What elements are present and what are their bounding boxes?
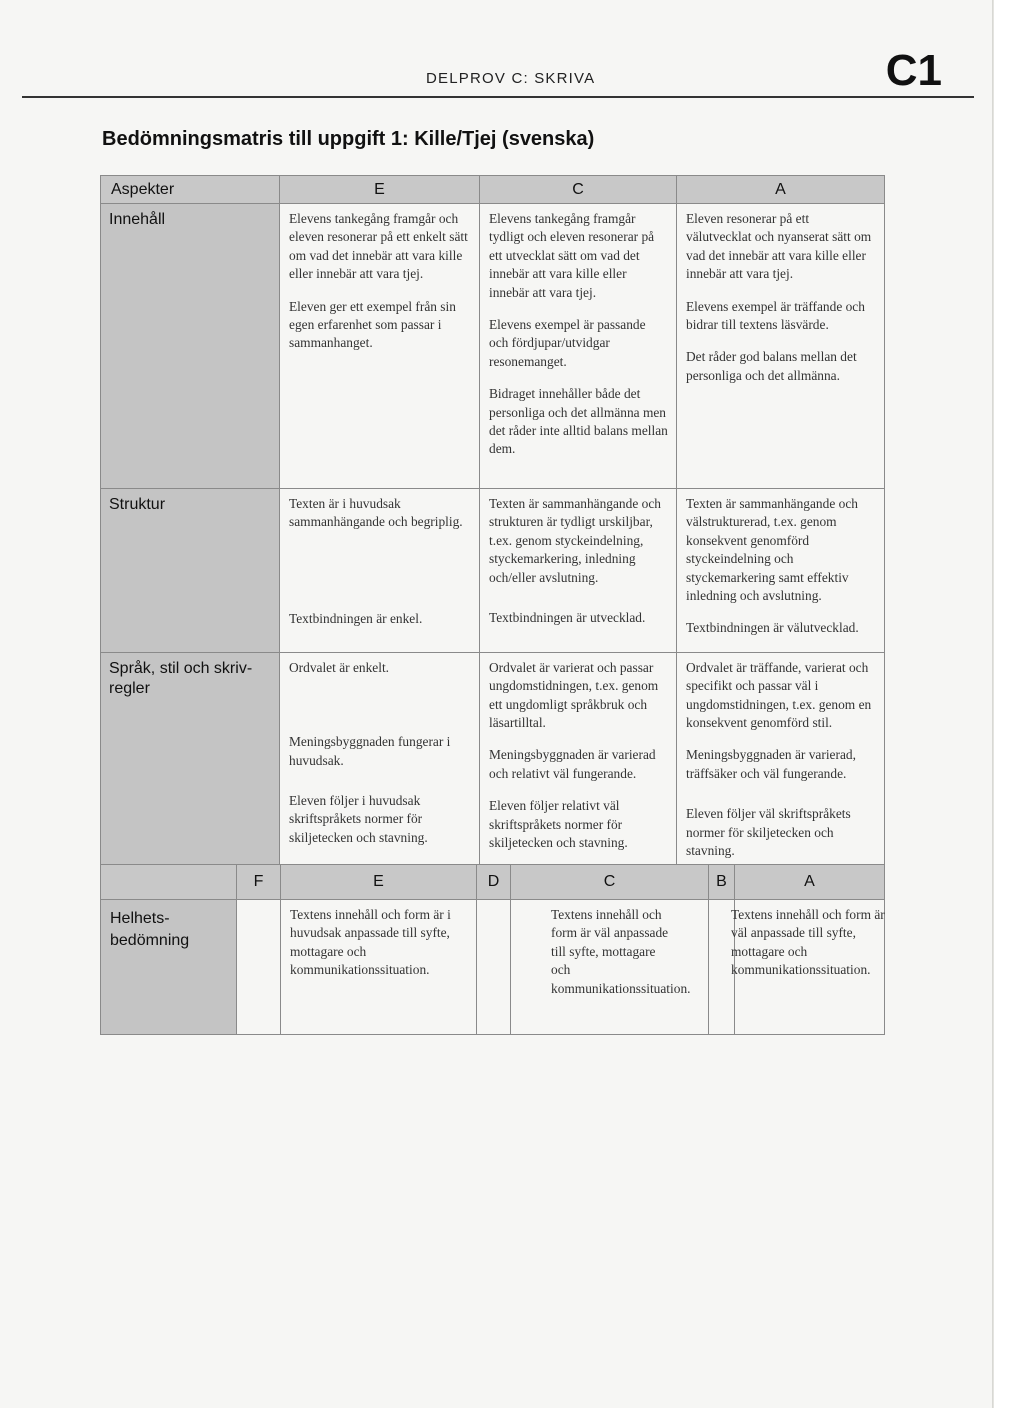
criteria-cell-c — [511, 900, 709, 1035]
header-grade-f: F — [237, 865, 281, 900]
criterion: Textens innehåll och form är väl anpassade till syfte, mottagare och kommunikationssituation. — [551, 907, 691, 996]
criterion: Det råder god balans mellan det personliga och det allmänna. — [686, 349, 857, 383]
criterion: Texten är sammanhängande och välstrukturerad, t.ex. genom konsekvent genomförd styckeindelning och styckemarkering samt effektiv inledning och avslutning. — [686, 496, 858, 604]
criterion: Textens innehåll och form är väl anpassade till syfte, mottagare och kommunikationssituation. — [731, 907, 885, 978]
holistic-assessment-table — [100, 864, 885, 1035]
criteria-cell-a — [677, 204, 885, 489]
document-title: Bedömningsmatris till uppgift 1: Kille/Tjej (svenska) — [102, 128, 595, 150]
criterion: Elevens tankegång framgår och eleven resonerar på ett enkelt sätt om vad det innebär att vara kille eller innebär att vara tjej. — [289, 211, 468, 282]
criterion: Texten är sammanhängande och strukturen är tydligt urskiljbar, t.ex. genom styckeindelning, styckemarkering, inledning och/eller avslutning. — [489, 496, 661, 585]
empty-cell-f — [237, 900, 281, 1035]
header-grade-c: C — [511, 865, 709, 900]
criterion: Textens innehåll och form är i huvudsak anpassade till syfte, mottagare och kommunikationssituation. — [290, 907, 451, 978]
criterion: Eleven följer relativt väl skriftspråkets normer för skiljetecken och stavning. — [489, 798, 628, 851]
criteria-cell-a — [677, 489, 885, 653]
criterion: Eleven följer i huvudsak skriftspråkets normer för skiljetecken och stavning. — [289, 793, 428, 845]
header-grade-e: E — [281, 865, 477, 900]
criterion: Textbindningen är utvecklad. — [489, 610, 646, 626]
criterion: Elevens exempel är träffande och bidrar till textens läsvärde. — [686, 298, 865, 333]
header-grade-a: A — [735, 865, 885, 900]
criterion: Bidraget innehåller både det personliga och det allmänna men det råder inte alltid balans mellan dem. — [489, 386, 668, 457]
empty-cell-d — [477, 900, 511, 1035]
matrix-header-row — [101, 176, 885, 204]
criterion: Eleven ger ett exempel från sin egen erfarenhet som passar i sammanhanget. — [289, 298, 456, 351]
section-label: DELPROV C: SKRIVA — [426, 70, 596, 87]
criteria-cell-c — [480, 489, 677, 653]
criteria-cell-e — [280, 204, 480, 489]
criterion: Elevens tankegång framgår tydligt och eleven resonerar på ett utvecklat sätt om vad det innebär att vara kille eller innebär att vara tjej. — [489, 211, 655, 300]
header-blank — [101, 865, 237, 900]
aspect-label: Struktur — [101, 489, 280, 653]
criteria-cell-a — [677, 652, 885, 875]
criteria-cell-a — [731, 900, 885, 1035]
criterion: Textbindningen är välutvecklad. — [686, 620, 859, 636]
criteria-cell-c — [480, 652, 677, 875]
criteria-cell-e — [280, 652, 480, 875]
header-grade-b: B — [709, 865, 735, 900]
criterion: Eleven resonerar på ett välutvecklat och nyanserat sätt om vad det innebär att vara kille eller innebär att vara tjej. — [686, 211, 872, 282]
row-sprak-stil-skrivregler — [101, 652, 885, 875]
criterion: Ordvalet är träffande, varierat och specifikt och passar väl i ungdomstidningen, t.ex. genom en konsekvent genomförd stil. — [686, 659, 872, 731]
section-code: C1 — [885, 46, 942, 95]
criterion: Meningsbyggnaden är varierad, träffsäker och väl fungerande. — [686, 747, 856, 781]
aspect-label: Innehåll — [101, 204, 280, 489]
assessment-matrix — [100, 175, 885, 876]
criterion: Texten är i huvudsak sammanhängande och begriplig. — [289, 496, 463, 530]
row-struktur — [101, 489, 885, 653]
criterion: Eleven följer väl skriftspråkets normer för skiljetecken och stavning. — [686, 806, 851, 859]
criteria-cell-e — [281, 900, 477, 1035]
page-edge — [993, 0, 1024, 1408]
criterion: Ordvalet är enkelt. — [289, 659, 390, 675]
criterion: Ordvalet är varierat och passar ungdomstidningen, t.ex. genom ett ungdomligt språkbruk och läsartilltal. — [489, 659, 659, 731]
aspect-label: Språk, stil och skriv- regler — [101, 652, 280, 875]
row-helhetsbedomning — [101, 900, 885, 1035]
criterion: Meningsbyggnaden är varierad och relativt väl fungerande. — [489, 747, 656, 781]
page-header — [22, 48, 974, 98]
criteria-cell-e — [280, 489, 480, 653]
header-aspekter: Aspekter — [101, 176, 280, 204]
row-innehall — [101, 204, 885, 489]
criterion: Textbindningen är enkel. — [289, 610, 423, 626]
header-grade-c: C — [480, 176, 677, 204]
criterion: Meningsbyggnaden fungerar i huvudsak. — [289, 734, 451, 768]
criterion: Elevens exempel är passande och fördjupar/utvidgar resonemanget. — [489, 317, 646, 369]
header-grade-d: D — [477, 865, 511, 900]
header-grade-e: E — [280, 176, 480, 204]
holistic-header-row — [101, 865, 885, 900]
header-grade-a: A — [677, 176, 885, 204]
aspect-label: Helhets- bedömning — [101, 900, 237, 1035]
criteria-cell-c — [480, 204, 677, 489]
